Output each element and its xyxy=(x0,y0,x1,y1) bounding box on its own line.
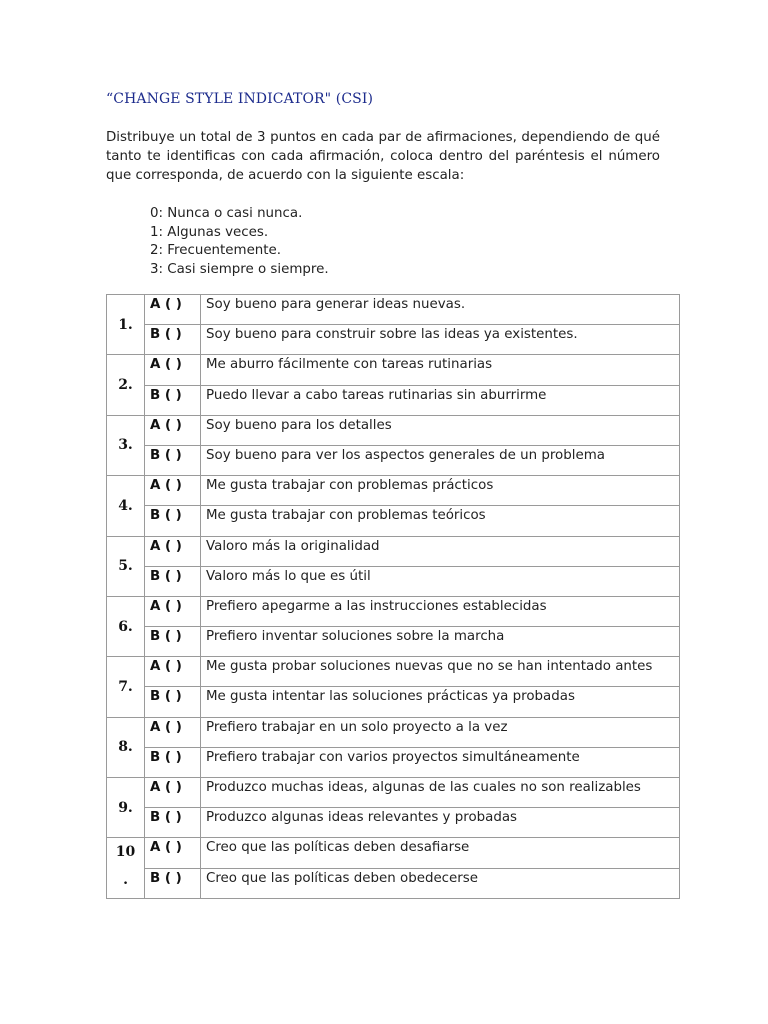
table-row xyxy=(107,627,680,657)
statement-a: Prefiero apegarme a las instrucciones establecidas xyxy=(201,596,680,626)
statement-a: Prefiero trabajar en un solo proyecto a la vez xyxy=(201,717,680,747)
option-a-label[interactable]: A ( ) xyxy=(145,476,201,506)
statement-b: Creo que las políticas deben obedecerse xyxy=(201,868,680,898)
item-number: 2. xyxy=(107,355,145,415)
item-number: 4. xyxy=(107,476,145,536)
statement-b: Soy bueno para construir sobre las ideas ya existentes. xyxy=(201,325,680,355)
item-number: 9. xyxy=(107,778,145,838)
table-row xyxy=(107,445,680,475)
option-a-label[interactable]: A ( ) xyxy=(145,717,201,747)
option-b-label[interactable]: B ( ) xyxy=(145,506,201,536)
item-number-suffix: . xyxy=(123,872,128,889)
statement-a: Soy bueno para los detalles xyxy=(201,415,680,445)
table-row xyxy=(107,778,680,808)
statement-a: Creo que las políticas deben desafiarse xyxy=(201,838,680,868)
instructions-paragraph: Distribuye un total de 3 puntos en cada par de afirmaciones, dependiendo de qué tanto te identificas con cada afirmación, coloca dentro del paréntesis el número que corresponda, de acuerdo con la siguiente escala: xyxy=(106,130,660,183)
option-b-label[interactable]: B ( ) xyxy=(145,808,201,838)
statement-b: Soy bueno para ver los aspectos generales de un problema xyxy=(201,445,680,475)
option-a-label[interactable]: A ( ) xyxy=(145,838,201,868)
document-title: “CHANGE STYLE INDICATOR" (CSI) xyxy=(106,91,374,107)
option-a-label[interactable]: A ( ) xyxy=(145,536,201,566)
table-row xyxy=(107,717,680,747)
statement-a: Produzco muchas ideas, algunas de las cuales no son realizables xyxy=(201,778,680,808)
statement-a: Me aburro fácilmente con tareas rutinarias xyxy=(201,355,680,385)
statement-a: Me gusta probar soluciones nuevas que no se han intentado antes xyxy=(201,657,680,687)
table-row xyxy=(107,325,680,355)
statement-b: Produzco algunas ideas relevantes y probadas xyxy=(201,808,680,838)
statement-a: Soy bueno para generar ideas nuevas. xyxy=(201,295,680,325)
option-a-label[interactable]: A ( ) xyxy=(145,355,201,385)
scale-item: 2: Frecuentemente. xyxy=(150,243,282,258)
item-number: 5. xyxy=(107,536,145,596)
option-b-label[interactable]: B ( ) xyxy=(145,385,201,415)
option-b-label[interactable]: B ( ) xyxy=(145,747,201,777)
table-row xyxy=(107,385,680,415)
option-b-label[interactable]: B ( ) xyxy=(145,687,201,717)
item-number: 6. xyxy=(107,596,145,656)
table-row xyxy=(107,536,680,566)
statement-b: Prefiero inventar soluciones sobre la marcha xyxy=(201,627,680,657)
questionnaire-table xyxy=(106,294,680,899)
scale-item: 3: Casi siempre o siempre. xyxy=(150,261,329,277)
option-a-label[interactable]: A ( ) xyxy=(145,596,201,626)
option-b-label[interactable]: B ( ) xyxy=(145,868,201,898)
item-number: 1. xyxy=(107,295,145,355)
table-row xyxy=(107,506,680,536)
item-number: 7. xyxy=(107,657,145,717)
item-number: 3. xyxy=(107,415,145,475)
statement-b: Valoro más lo que es útil xyxy=(201,566,680,596)
rating-scale xyxy=(150,205,329,279)
statement-b: Me gusta intentar las soluciones prácticas ya probadas xyxy=(201,687,680,717)
option-a-label[interactable]: A ( ) xyxy=(145,415,201,445)
option-b-label[interactable]: B ( ) xyxy=(145,325,201,355)
statement-a: Me gusta trabajar con problemas prácticos xyxy=(201,476,680,506)
table-row xyxy=(107,687,680,717)
option-a-label[interactable]: A ( ) xyxy=(145,295,201,325)
table-row xyxy=(107,838,680,868)
table-row xyxy=(107,808,680,838)
table-row xyxy=(107,415,680,445)
option-a-label[interactable]: A ( ) xyxy=(145,657,201,687)
table-row xyxy=(107,747,680,777)
table-row xyxy=(107,868,680,898)
item-number-digits: 10 xyxy=(115,844,136,861)
table-row xyxy=(107,657,680,687)
statement-a: Valoro más la originalidad xyxy=(201,536,680,566)
scale-item: 0: Nunca o casi nunca. xyxy=(150,206,303,221)
table-row xyxy=(107,295,680,325)
item-number: 8. xyxy=(107,717,145,777)
statement-b: Me gusta trabajar con problemas teóricos xyxy=(201,506,680,536)
scale-item: 1: Algunas veces. xyxy=(150,224,269,240)
option-a-label[interactable]: A ( ) xyxy=(145,778,201,808)
option-b-label[interactable]: B ( ) xyxy=(145,445,201,475)
option-b-label[interactable]: B ( ) xyxy=(145,566,201,596)
statement-b: Puedo llevar a cabo tareas rutinarias sin aburrirme xyxy=(201,385,680,415)
option-b-label[interactable]: B ( ) xyxy=(145,627,201,657)
table-row xyxy=(107,355,680,385)
table-row xyxy=(107,596,680,626)
item-number xyxy=(107,838,145,898)
statement-b: Prefiero trabajar con varios proyectos simultáneamente xyxy=(201,747,680,777)
table-row xyxy=(107,476,680,506)
table-row xyxy=(107,566,680,596)
